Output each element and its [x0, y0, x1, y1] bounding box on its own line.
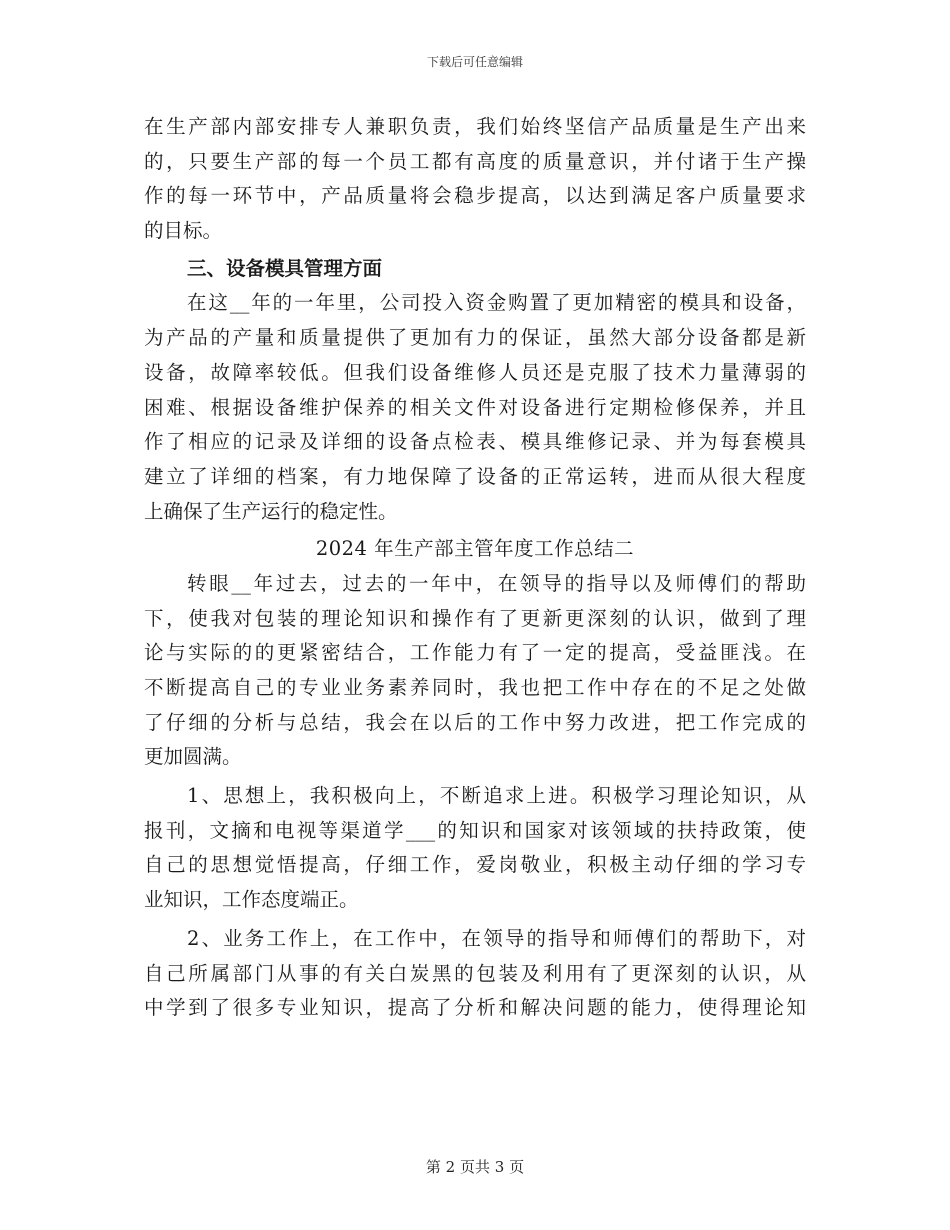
page-header: 下载后可任意编辑 [426, 55, 523, 69]
document-title: 2024 年生产部主管年度工作总结二 [315, 537, 635, 561]
text-line: 的，只要生产部的每一个员工都有高度的质量意识，并付诸于生产操 [144, 149, 806, 173]
text-line: 在生产部内部安排专人兼职负责，我们始终坚信产品质量是生产出来 [144, 115, 806, 138]
text-line: 在这__年的一年里，公司投入资金购置了更加精密的模具和设备， [187, 291, 806, 315]
paragraph-equipment-management [144, 286, 806, 529]
text-line: 业知识，工作态度端正。 [144, 888, 359, 912]
page-footer: 第 2 页共 3 页 [425, 1158, 525, 1176]
section-heading-equipment: 三、设备模具管理方面 [187, 256, 383, 280]
text-line: 困难、根据设备维护保养的相关文件对设备进行定期检修保养，并且 [144, 395, 806, 419]
text-line: 作的每一环节中，产品质量将会稳步提高，以达到满足客户质量要求 [144, 184, 806, 208]
text-line: 建立了详细的档案，有力地保障了设备的正常运转，进而从很大程度 [144, 464, 806, 488]
text-line: 更加圆满。 [144, 745, 242, 769]
paragraph-business-work [144, 922, 806, 1026]
text-line: 下，使我对包装的理论知识和操作有了更新更深刻的认识，做到了理 [144, 606, 806, 630]
paragraph-year-review [144, 567, 806, 775]
text-line: 设备，故障率较低。但我们设备维修人员还是克服了技术力量薄弱的 [144, 360, 806, 384]
paragraph-quality-awareness [144, 110, 806, 249]
text-line: 不断提高自己的专业业务素养同时，我也把工作中存在的不足之处做 [144, 676, 806, 699]
text-line: 1、思想上，我积极向上，不断追求上进。积极学习理论知识，从 [187, 784, 806, 808]
text-line: 中学到了很多专业知识，提高了分析和解决问题的能力，使得理论知 [144, 996, 806, 1020]
text-line: 的目标。 [144, 219, 223, 243]
document-body [144, 110, 806, 1026]
paragraph-ideology [144, 779, 806, 918]
text-line: 自己的思想觉悟提高，仔细工作，爱岗敬业，积极主动仔细的学习专 [144, 853, 806, 877]
text-line: 自己所属部门从事的有关白炭黑的包装及利用有了更深刻的认识，从 [144, 961, 806, 985]
text-line: 作了相应的记录及详细的设备点检表、模具维修记录、并为每套模具 [144, 430, 806, 454]
text-line: 为产品的产量和质量提供了更加有力的保证，虽然大部分设备都是新 [144, 326, 806, 350]
text-line: 报刊，文摘和电视等渠道学___的知识和国家对该领域的扶持政策，使 [144, 818, 806, 842]
text-line: 论与实际的的更紧密结合，工作能力有了一定的提高，受益匪浅。在 [144, 641, 806, 665]
text-line: 了仔细的分析与总结，我会在以后的工作中努力改进，把工作完成的 [144, 710, 806, 734]
text-line: 转眼__年过去，过去的一年中，在领导的指导以及师傅们的帮助 [187, 571, 806, 595]
text-line: 上确保了生产运行的稳定性。 [144, 499, 398, 523]
text-line: 2、业务工作上，在工作中，在领导的指导和师傅们的帮助下，对 [187, 926, 806, 950]
